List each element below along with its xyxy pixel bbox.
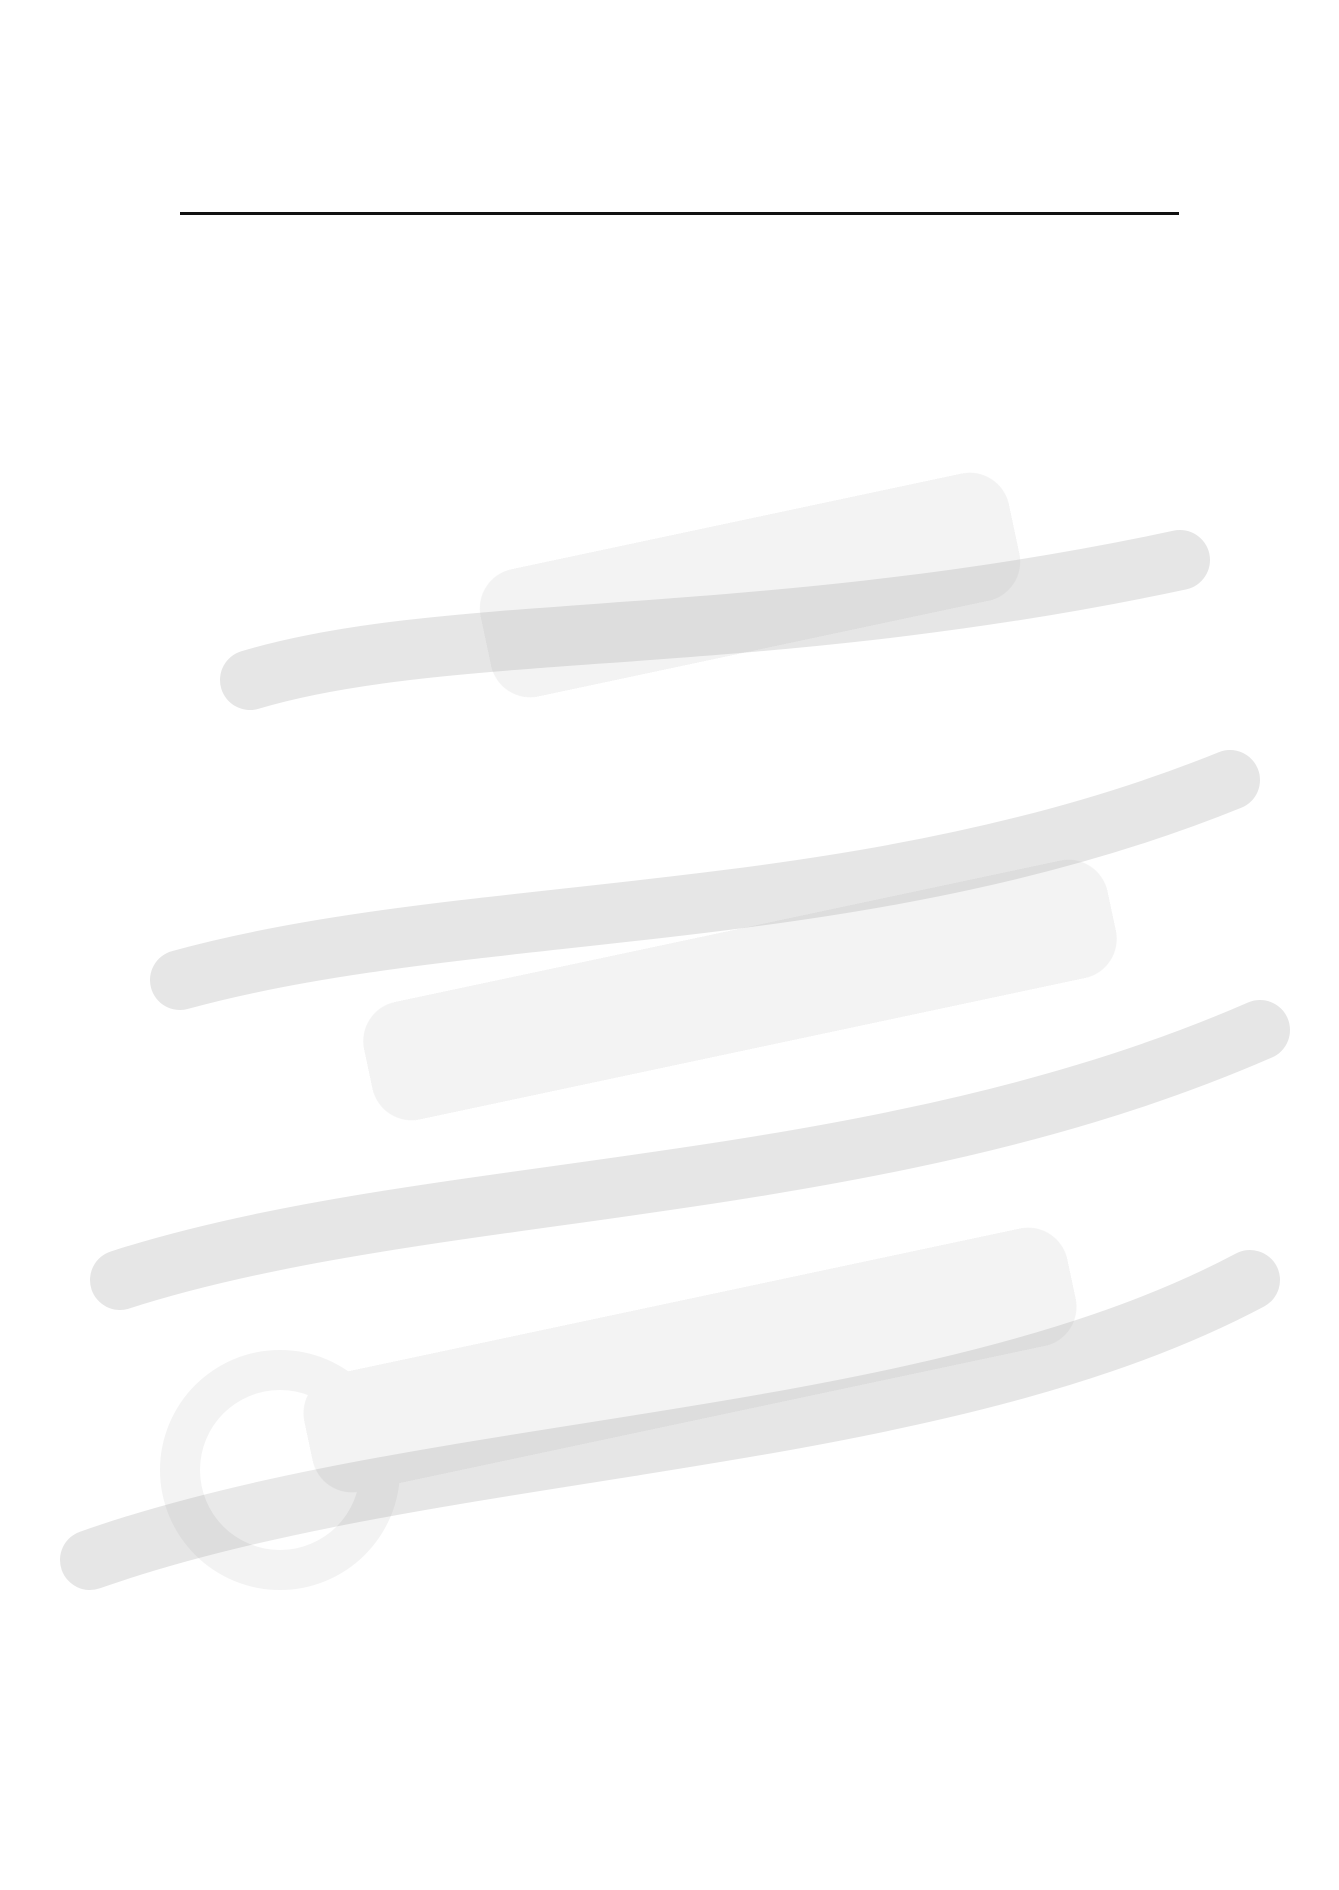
header-rule xyxy=(180,212,1179,215)
